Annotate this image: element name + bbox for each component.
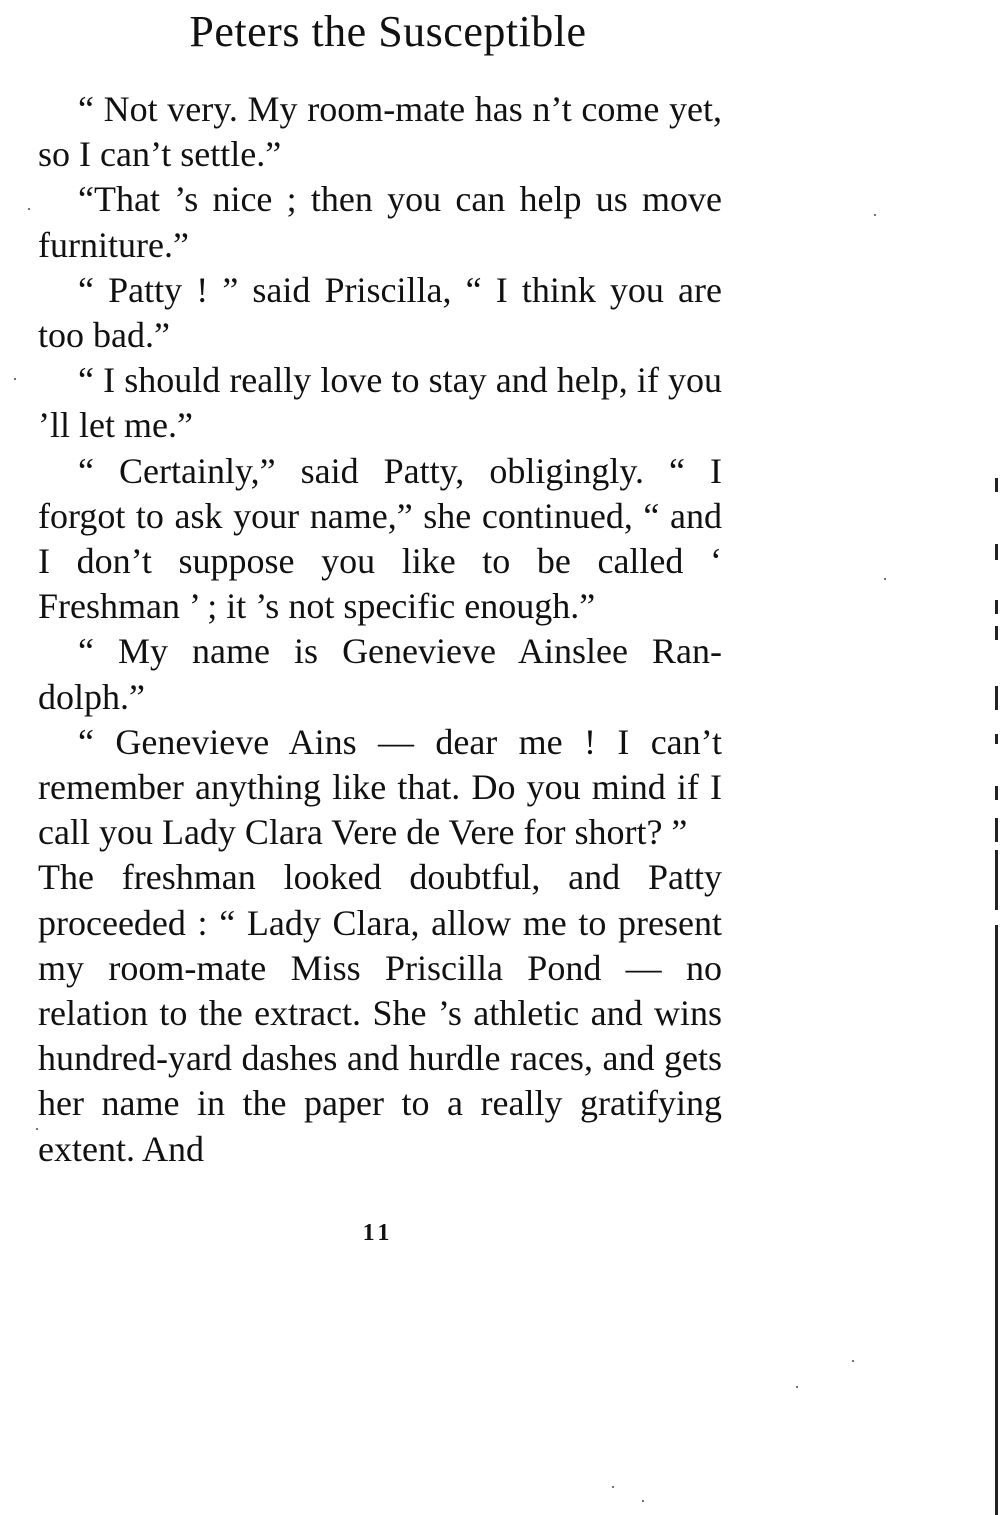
scan-edge-mark — [995, 850, 998, 910]
scan-speck — [642, 1500, 644, 1502]
scan-speck — [28, 208, 30, 210]
paragraph-5: “ Certainly,” said Patty, obligingly. “ I forgot to ask your name,” she continued, “ and I don’t suppose you like to be called ‘ Freshman ’ ; it ’s not specific enough.” — [38, 450, 722, 627]
paragraph-3: “ Patty ! ” said Priscilla, “ I think you are too bad.” — [38, 269, 722, 356]
scan-speck — [796, 1386, 798, 1388]
scan-edge-mark — [995, 600, 998, 614]
scan-speck — [852, 1360, 854, 1362]
scan-edge-mark — [995, 786, 998, 800]
paragraph-6: “ My name is Genevieve Ainslee Ran-dolph.” — [38, 631, 722, 717]
scan-edge-mark — [995, 544, 998, 560]
scan-speck — [14, 378, 16, 380]
paragraph-4: “ I should really love to stay and help, if you ’ll let me.” — [38, 360, 722, 446]
paragraph-1: “ Not very. My room-mate has n’t come yet, so I can’t settle.” — [38, 89, 722, 175]
scan-edge-mark — [995, 925, 998, 1515]
scan-speck — [36, 1128, 38, 1130]
scan-edge-mark — [995, 478, 998, 492]
scan-speck — [874, 214, 876, 216]
running-title: Peters the Susceptible — [189, 7, 587, 56]
body-text — [38, 87, 722, 1172]
scan-edge-mark — [995, 734, 998, 744]
scan-speck — [884, 578, 886, 580]
paragraph-8: The freshman looked doubtful, and Patty proceeded : “ Lady Clara, allow me to present my room-mate Miss Priscilla Pond — no relation to the extract. She ’s athletic and wins hundred-yard dashes and hurdle races, and gets her name in the paper to a really gratifying extent. And — [38, 857, 722, 1169]
paragraph-7: “ Genevieve Ains — dear me ! I can’t remember anything like that. Do you mind if I call you Lady Clara Vere de Vere for short? ” — [38, 721, 722, 853]
scan-edge-mark — [995, 686, 998, 710]
scan-edge-mark — [995, 818, 998, 842]
paragraph-2: “That ’s nice ; then you can help us move furniture.” — [38, 179, 722, 265]
page-number: 11 — [362, 1220, 394, 1246]
scan-speck — [612, 1486, 614, 1488]
scan-edge-mark — [995, 626, 998, 640]
